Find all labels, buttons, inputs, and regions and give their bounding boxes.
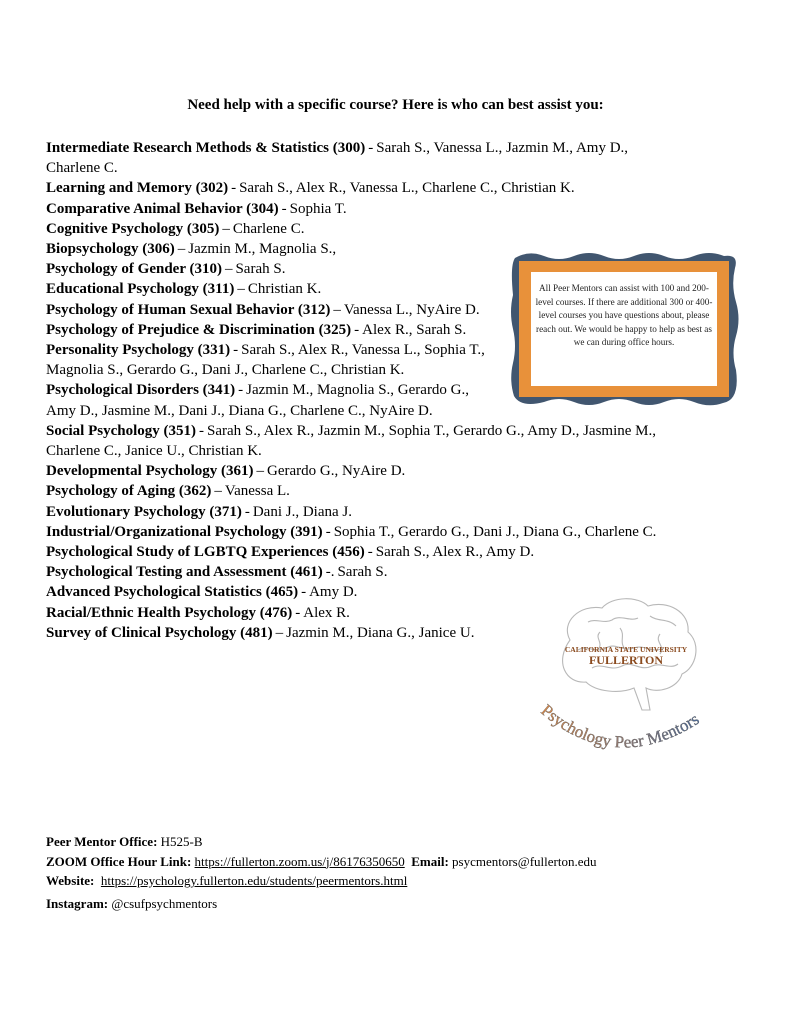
course-separator: – — [177, 241, 186, 258]
course-separator: - — [199, 422, 204, 439]
course-mentors: Sarah S., Alex R., Vanessa L., Charlene C., Christian K. — [239, 180, 575, 197]
course-separator: - — [367, 544, 373, 561]
peer-mentors-logo — [530, 592, 725, 777]
course-item — [46, 380, 486, 420]
course-name: Psychology of Gender (310) — [46, 261, 222, 278]
course-mentors: Alex R. — [303, 604, 350, 621]
course-separator: - — [295, 604, 301, 621]
logo-tagline: Psychology Peer Mentors — [537, 700, 703, 752]
logo-university-line: CALIFORNIA STATE UNIVERSITY — [564, 645, 688, 654]
course-name: Psychological Study of LGBTQ Experiences (456) — [46, 544, 365, 561]
course-name: Racial/Ethnic Health Psychology (476) — [46, 604, 293, 621]
course-mentors: Christian K. — [247, 281, 322, 298]
email-label: Email: — [411, 853, 449, 869]
course-mentors: Amy D. — [309, 584, 358, 601]
course-mentors: Gerardo G., NyAire D. — [266, 463, 406, 480]
website-row — [46, 871, 597, 891]
course-separator: – — [256, 463, 264, 480]
course-mentors: Charlene C. — [232, 220, 305, 237]
course-name: Psychology of Aging (362) — [46, 483, 212, 500]
contact-info — [46, 832, 597, 913]
course-mentors: Sophia T. — [289, 200, 347, 217]
course-item — [46, 199, 686, 219]
course-separator: - — [244, 503, 250, 520]
course-separator: - — [238, 382, 244, 399]
course-mentors: Sarah S., Alex R., Jazmin M., Sophia T., Gerardo G., Amy D., Jasmine M., Charlene C., Janice U., Christian K. — [46, 422, 656, 460]
email-value: psycmentors@fullerton.edu — [452, 853, 597, 869]
course-name: Psychology of Human Sexual Behavior (312) — [46, 301, 331, 318]
course-mentors: Alex R., Sarah S. — [362, 321, 467, 338]
course-mentors: Sarah S., Vanessa L., Jazmin M., Amy D., Charlene C. — [46, 140, 629, 177]
course-name: Psychology of Prejudice & Discrimination (325) — [46, 321, 352, 338]
course-item — [46, 138, 631, 178]
course-item — [46, 481, 686, 501]
svg-text:Psychology Peer Mentors — [537, 701, 702, 752]
instagram-row — [46, 894, 597, 914]
course-mentors: Vanessa L., NyAire D. — [343, 301, 480, 318]
course-name: Psychological Testing and Assessment (461) — [46, 564, 323, 581]
course-name: Social Psychology (351) — [46, 422, 196, 439]
course-mentors: Jazmin M., Magnolia S., — [188, 241, 337, 258]
zoom-link[interactable]: https://fullerton.zoom.us/j/86176350650 — [194, 853, 405, 869]
course-name: Learning and Memory (302) — [46, 180, 229, 197]
course-separator: – — [333, 301, 341, 318]
course-item — [46, 178, 686, 198]
course-separator: – — [222, 220, 230, 237]
course-name: Evolutionary Psychology (371) — [46, 503, 242, 520]
course-item — [46, 219, 686, 239]
course-separator: – — [275, 624, 284, 641]
course-separator: – — [237, 281, 245, 298]
course-mentors: Dani J., Diana J. — [252, 503, 352, 520]
course-mentors: Sarah S., Alex R., Amy D. — [375, 544, 535, 561]
office-hours-notice — [509, 250, 739, 408]
course-separator: – — [224, 261, 233, 278]
logo-university-name: FULLERTON — [588, 653, 664, 667]
course-mentors: Jazmin M., Diana G., Janice U. — [286, 624, 475, 641]
course-item — [46, 300, 486, 320]
office-value: H525-B — [160, 834, 203, 849]
course-mentors: Sophia T., Gerardo G., Dani J., Diana G., Charlene C. — [333, 523, 657, 540]
course-name: Psychological Disorders (341) — [46, 382, 236, 399]
course-item — [46, 421, 686, 461]
course-mentors: Sarah S., Alex R., Vanessa L., Sophia T., Magnolia S., Gerardo G., Dani J., Charlene C., Christian K. — [46, 342, 485, 379]
website-link[interactable]: https://psychology.fullerton.edu/students/peermentors.html — [100, 873, 408, 888]
course-item — [46, 522, 686, 542]
course-separator: – — [214, 483, 222, 500]
zoom-row — [46, 852, 597, 872]
course-separator: -. — [325, 564, 335, 581]
course-separator: - — [281, 200, 287, 217]
course-name: Cognitive Psychology (305) — [46, 220, 220, 237]
course-item — [46, 502, 686, 522]
course-separator: - — [233, 342, 239, 359]
page-heading: Need help with a specific course? Here is who can best assist you: — [187, 97, 604, 113]
course-mentors: Sarah S. — [337, 564, 388, 581]
course-name: Industrial/Organizational Psychology (391) — [46, 523, 323, 540]
course-separator: - — [325, 523, 331, 540]
course-name: Biopsychology (306) — [46, 241, 175, 258]
course-item — [46, 562, 686, 582]
course-separator: - — [354, 321, 360, 338]
course-name: Developmental Psychology (361) — [46, 463, 254, 480]
course-mentors: Jazmin M., Magnolia S., Gerardo G., Amy D., Jasmine M., Dani J., Diana G., Charlene C., NyAire D. — [46, 382, 470, 419]
course-item — [46, 461, 686, 481]
course-separator: - — [368, 140, 374, 156]
zoom-label: ZOOM Office Hour Link: — [46, 853, 192, 869]
course-item — [46, 340, 486, 380]
course-name: Advanced Psychological Statistics (465) — [46, 584, 299, 601]
brain-logo-icon — [530, 592, 725, 777]
office-row — [46, 832, 597, 852]
office-label: Peer Mentor Office: — [46, 834, 158, 849]
course-name: Comparative Animal Behavior (304) — [46, 200, 279, 217]
course-separator: - — [231, 180, 237, 197]
course-name: Intermediate Research Methods & Statistics (300) — [46, 140, 366, 156]
course-separator: - — [301, 584, 307, 601]
website-label: Website: — [46, 873, 95, 888]
instagram-label: Instagram: — [46, 895, 109, 911]
instagram-handle: @csufpsychmentors — [111, 895, 218, 911]
course-mentors: Vanessa L. — [224, 483, 290, 500]
course-name: Educational Psychology (311) — [46, 281, 235, 298]
notice-text: All Peer Mentors can assist with 100 and 200-level courses. If there are additional 300 or 400-level courses you have questions about, please reach out. We would be happy to help as best as we can during office hours. — [535, 283, 713, 347]
course-mentors: Sarah S. — [235, 261, 286, 278]
course-name: Survey of Clinical Psychology (481) — [46, 624, 273, 641]
course-item — [46, 542, 686, 562]
course-name: Personality Psychology (331) — [46, 342, 231, 359]
